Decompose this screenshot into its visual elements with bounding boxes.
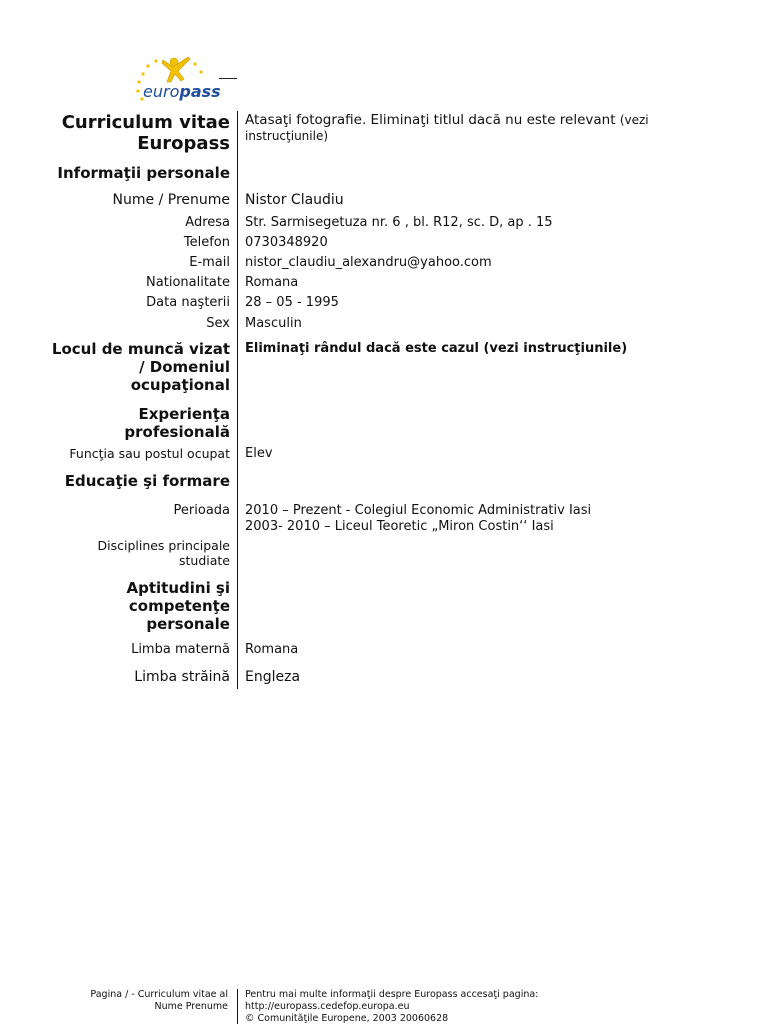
footer-left [90,989,228,1013]
job-target-heading-line1: Locul de muncă vizat [51,340,230,358]
foreign-language-label: Limba străină [134,669,230,685]
cv-title-line2: Europass [137,133,230,154]
photo-note [245,112,649,144]
footer-url[interactable]: http://europass.cedefop.europa.eu [245,1001,410,1012]
period-label: Perioada [173,503,230,518]
footer-copyright: © Comunităţile Europene, 2003 20060628 [245,1013,449,1024]
job-target-value: Eliminaţi rândul dacă este cazul (vezi instrucţiunile) [245,341,628,356]
cv-title-line1: Curriculum vitae [61,112,230,133]
birth-date-value: 28 – 05 - 1995 [245,295,339,310]
job-target-heading [52,340,230,394]
email-value: nistor_claudiu_alexandru@yahoo.com [245,255,492,270]
nationality-label: Nationalitate [146,275,230,290]
footer-left-line1: Pagina / - Curriculum vitae al [90,989,228,1000]
experience-heading-line1: Experienţa [138,405,230,423]
footer-right [245,989,538,1025]
address-value: Str. Sarmisegetuza nr. 6 , bl. R12, sc. D, ap . 15 [245,215,553,230]
experience-heading [124,405,230,441]
education-heading: Educaţie şi formare [64,472,230,490]
skills-heading-line2: competenţe [128,597,230,615]
name-value: Nistor Claudiu [245,192,344,208]
phone-label: Telefon [183,235,230,250]
logo-text-euro: euro [143,82,180,101]
cv-title [62,112,230,154]
photo-note-text: Atasaţi fotografie. Eliminaţi titlul dacă nu este relevant [245,112,616,128]
position-value: Elev [245,446,273,461]
name-label: Nume / Prenume [112,192,230,208]
skills-heading [127,579,231,633]
subjects-label-line1: Disciplines principale [97,538,230,553]
position-label: Funcţia sau postul ocupat [69,446,230,461]
experience-heading-line2: profesională [124,423,230,441]
phone-value: 0730348920 [245,235,328,250]
photo-note-line2: instrucţiunile) [245,129,329,143]
europass-logo [133,52,243,108]
mother-tongue-label: Limba maternă [131,642,230,657]
footer-left-line2: Nume Prenume [154,1001,228,1012]
logo-text-pass: pass [179,82,221,101]
column-divider [237,111,238,689]
skills-heading-line3: personale [146,615,230,633]
personal-info-heading: Informaţii personale [57,164,230,182]
skills-heading-line1: Aptitudini şi [126,579,230,597]
footer-right-line1: Pentru mai multe informaţii despre Europass accesaţi pagina: [245,989,539,1000]
nationality-value: Romana [245,275,299,290]
job-target-heading-line3: ocupaţional [130,376,230,394]
period-value [245,503,591,535]
footer-divider [237,989,238,1024]
email-label: E-mail [189,255,230,270]
address-label: Adresa [185,215,230,230]
foreign-language-value: Engleza [245,669,301,685]
period-line1: 2010 – Prezent - Colegiul Economic Administrativ Iasi [245,503,592,518]
job-target-heading-line2: / Domeniul [139,358,230,376]
sex-label: Sex [206,316,230,331]
photo-note-small: (vezi [619,113,649,127]
sex-value: Masculin [245,316,302,331]
logo-rule [219,78,237,79]
subjects-label-line2: studiate [179,553,230,568]
subjects-label [97,538,230,568]
period-line2: 2003- 2010 – Liceul Teoretic „Miron Costin‘‘ Iasi [245,519,554,534]
logo-text [143,82,221,101]
mother-tongue-value: Romana [245,642,299,657]
birth-date-label: Data naşterii [146,295,230,310]
